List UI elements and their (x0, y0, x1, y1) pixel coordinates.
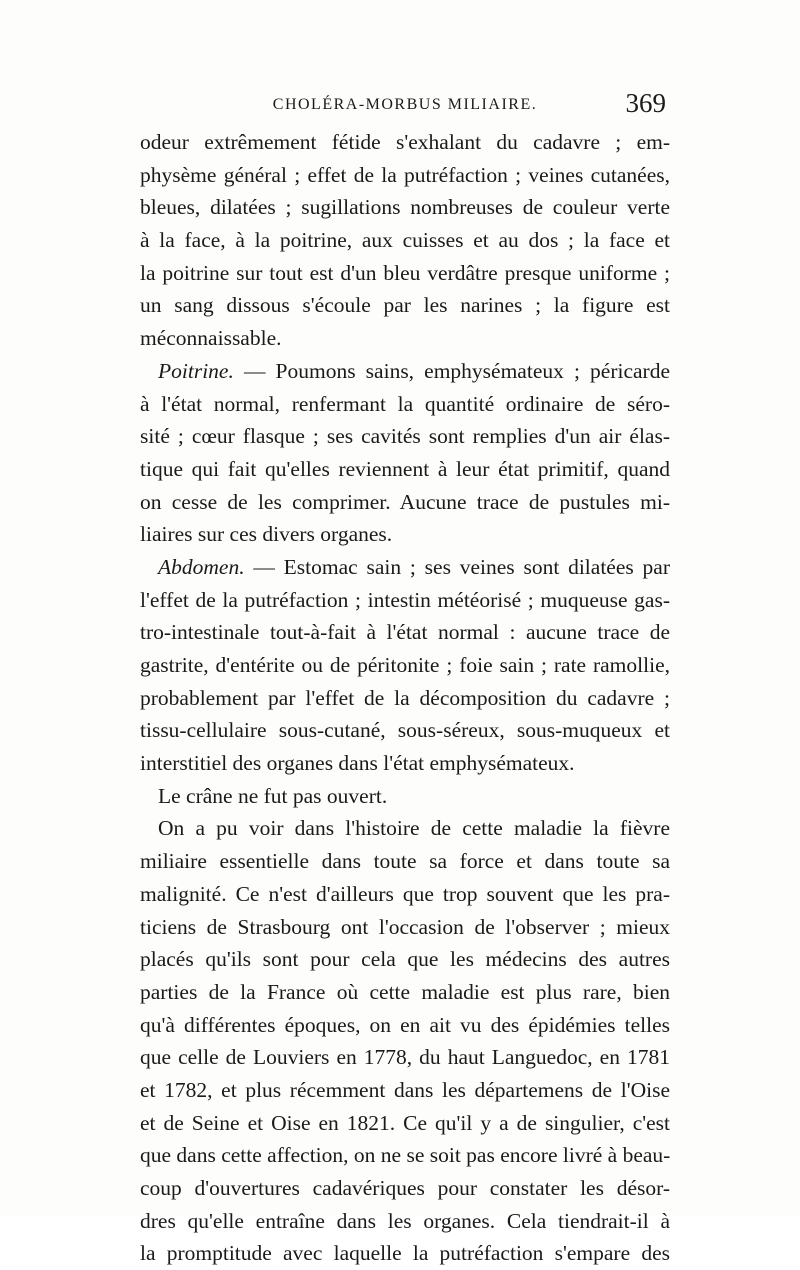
text-line: la promptitude avec laquelle la putréfaction s'empare des (140, 1241, 670, 1266)
text-line: ticiens de Strasbourg ont l'occasion de l'observer ; mieux (140, 914, 670, 939)
text-line: bleues, dilatées ; sugillations nombreuses de couleur verte (140, 195, 670, 220)
text-line: Le crâne ne fut pas ouvert. (158, 783, 388, 808)
section-lead-poitrine: Poitrine. (158, 358, 234, 383)
text-line: On a pu voir dans l'histoire de cette maladie la fièvre (158, 816, 670, 841)
running-head (140, 88, 670, 122)
page-number: 369 (625, 88, 666, 118)
text-line: probablement par l'effet de la décomposition du cadavre ; (140, 685, 670, 710)
text-line: et de Seine et Oise en 1821. Ce qu'il y a de singulier, c'est (140, 1110, 670, 1135)
text-line: physème général ; effet de la putréfaction ; veines cutanées, (140, 162, 670, 187)
text-run: — Estomac sain ; ses veines sont dilatées par (244, 554, 670, 579)
text-line: la poitrine sur tout est d'un bleu verdâtre presque uniforme ; (140, 260, 670, 285)
running-title: CHOLÉRA-MORBUS MILIAIRE. (272, 96, 538, 113)
text-line (140, 355, 670, 388)
text-line: que celle de Louviers en 1778, du haut Languedoc, en 1781 (140, 1045, 670, 1070)
text-line: liaires sur ces divers organes. (140, 522, 393, 547)
text-line: malignité. Ce n'est d'ailleurs que trop souvent que les pra- (140, 881, 670, 906)
text-line: sité ; cœur flasque ; ses cavités sont remplies d'un air élas- (140, 424, 670, 449)
text-line (140, 551, 670, 584)
text-line: à la face, à la poitrine, aux cuisses et au dos ; la face et (140, 228, 670, 253)
text-line: tissu-cellulaire sous-cutané, sous-séreux, sous-muqueux et (140, 718, 670, 743)
text-line: gastrite, d'entérite ou de péritonite ; foie sain ; rate ramollie, (140, 653, 670, 677)
text-line: que dans cette affection, on ne se soit pas encore livré à beau- (140, 1143, 670, 1168)
body-text (140, 126, 670, 1270)
text-line: méconnaissable. (140, 326, 282, 351)
text-line: à l'état normal, renfermant la quantité ordinaire de séro- (140, 391, 670, 416)
text-line: odeur extrêmement fétide s'exhalant du cadavre ; em- (140, 130, 670, 154)
text-line: qu'à différentes époques, on en ait vu des épidémies telles (140, 1012, 670, 1037)
text-line: dres qu'elle entraîne dans les organes. Cela tiendrait-il à (140, 1208, 670, 1233)
text-line: un sang dissous s'écoule par les narines ; la figure est (140, 293, 670, 318)
text-line: parties de la France où cette maladie est plus rare, bien (140, 979, 670, 1004)
text-line: tique qui fait qu'elles reviennent à leur état primitif, quand (140, 456, 670, 481)
text-line: interstitiel des organes dans l'état emphysémateux. (140, 751, 575, 776)
text-line: et 1782, et plus récemment dans les départemens de l'Oise (140, 1077, 670, 1102)
text-line: l'effet de la putréfaction ; intestin météorisé ; muqueuse gas- (140, 587, 670, 612)
text-run: — Poumons sains, emphysémateux ; péricarde (233, 358, 670, 383)
text-line: miliaire essentielle dans toute sa force et dans toute sa (140, 849, 670, 874)
section-lead-abdomen: Abdomen. (158, 554, 245, 579)
text-line: on cesse de les comprimer. Aucune trace de pustules mi- (140, 489, 670, 514)
text-line: tro-intestinale tout-à-fait à l'état normal : aucune trace de (140, 620, 670, 645)
text-line: placés qu'ils sont pour cela que les médecins des autres (140, 947, 670, 972)
text-line: coup d'ouvertures cadavériques pour constater les désor- (140, 1176, 670, 1200)
